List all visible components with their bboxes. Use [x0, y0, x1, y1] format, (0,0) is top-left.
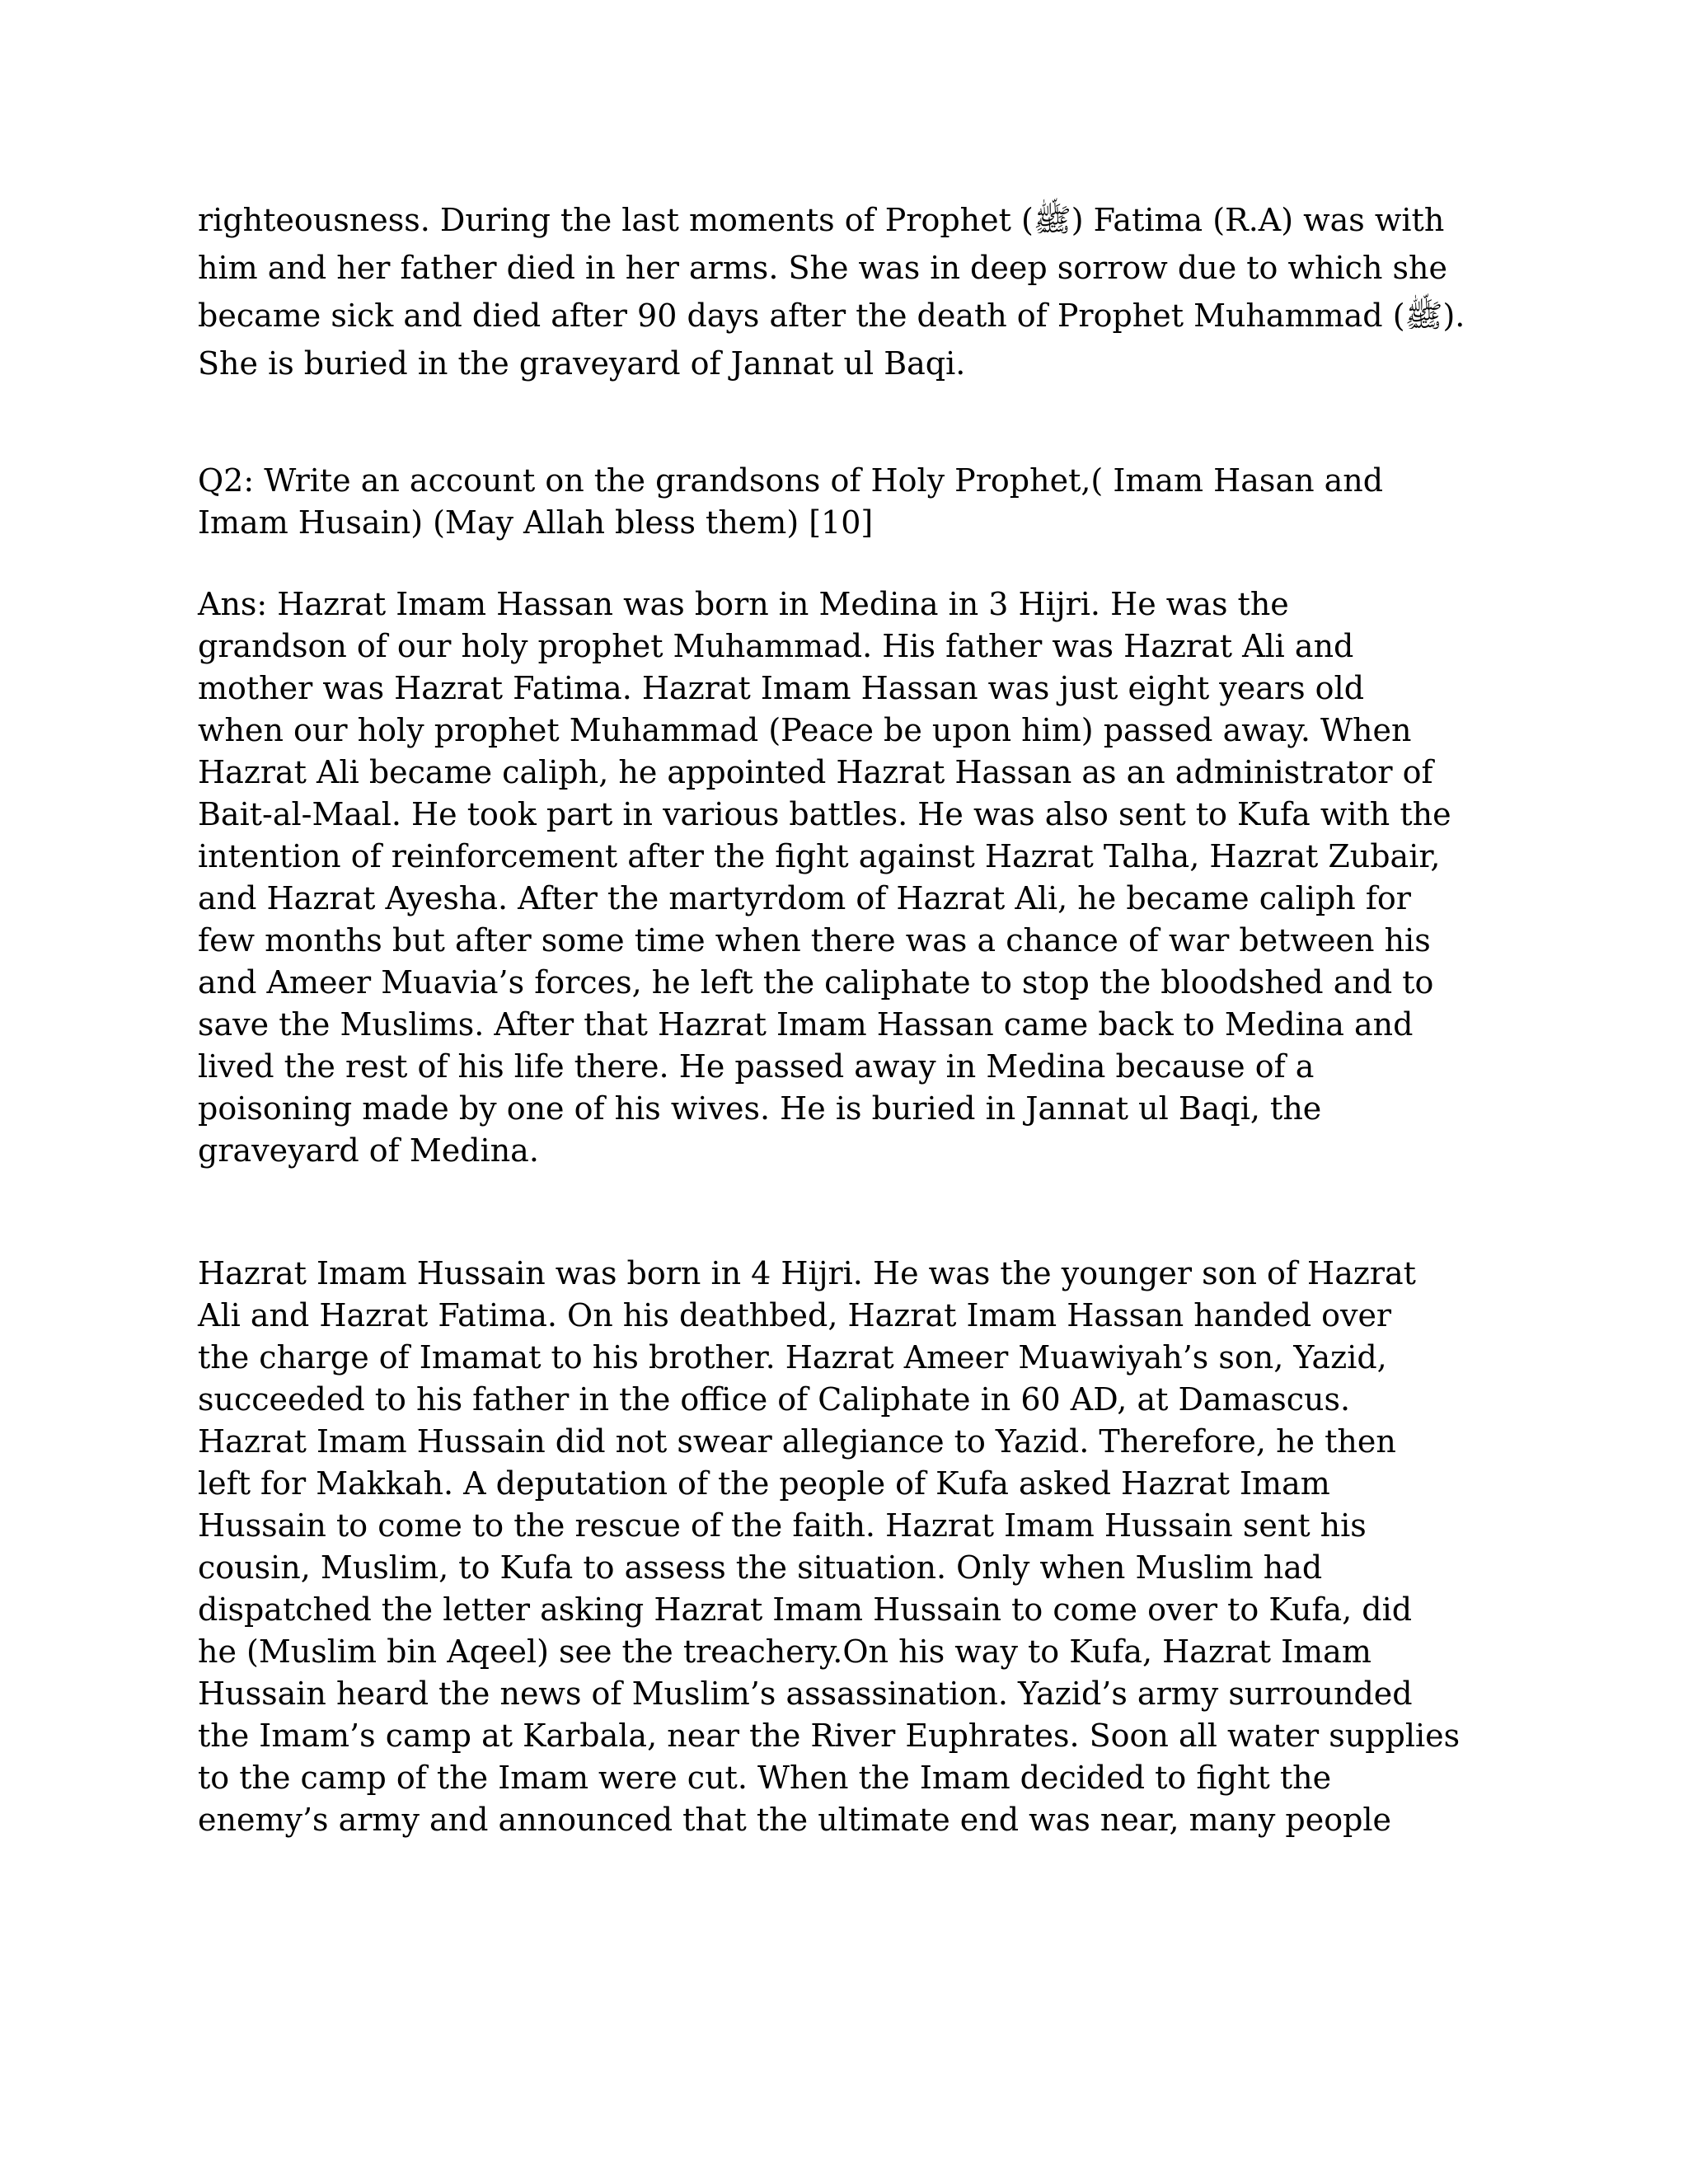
text-line: few months but after some time when there was a chance of war between his	[198, 922, 1431, 958]
text-line: Hussain heard the news of Muslim’s assassination. Yazid’s army surrounded	[198, 1675, 1413, 1712]
text-line: to the camp of the Imam were cut. When the Imam decided to fight the	[198, 1760, 1332, 1796]
text-line: graveyard of Medina.	[198, 1132, 539, 1169]
text-line: and Ameer Muavia’s forces, he left the caliphate to stop the bloodshed and to	[198, 964, 1434, 1001]
text-line: poisoning made by one of his wives. He is buried in Jannat ul Baqi, the	[198, 1090, 1322, 1127]
text-line: grandson of our holy prophet Muhammad. His father was Hazrat Ali and	[198, 628, 1354, 664]
text-line: and Hazrat Ayesha. After the martyrdom of Hazrat Ali, he became caliph for	[198, 880, 1411, 916]
text-line: lived the rest of his life there. He passed away in Medina because of a	[198, 1048, 1315, 1085]
text-line: save the Muslims. After that Hazrat Imam Hassan came back to Medina and	[198, 1006, 1414, 1043]
paragraph-imam-hussain	[198, 1253, 1500, 1841]
text-line: Hazrat Ali became caliph, he appointed Hazrat Hassan as an administrator of	[198, 754, 1433, 790]
text-line: righteousness. During the last moments of Prophet (ﷺ) Fatima (R.A) was with	[198, 202, 1445, 238]
text-line: Hussain to come to the rescue of the faith. Hazrat Imam Hussain sent his	[198, 1507, 1367, 1544]
text-line: Ans: Hazrat Imam Hassan was born in Medina in 3 Hijri. He was the	[198, 586, 1289, 622]
text-line: Q2: Write an account on the grandsons of Holy Prophet,( Imam Hasan and	[198, 462, 1384, 499]
text-line: left for Makkah. A deputation of the people of Kufa asked Hazrat Imam	[198, 1465, 1330, 1502]
text-line: Hazrat Imam Hussain did not swear allegiance to Yazid. Therefore, he then	[198, 1423, 1396, 1460]
text-line: cousin, Muslim, to Kufa to assess the situation. Only when Muslim had	[198, 1549, 1323, 1586]
text-line: when our holy prophet Muhammad (Peace be upon him) passed away. When	[198, 712, 1412, 748]
text-line: he (Muslim bin Aqeel) see the treachery.On his way to Kufa, Hazrat Imam	[198, 1633, 1372, 1670]
text-line: the Imam’s camp at Karbala, near the River Euphrates. Soon all water supplies	[198, 1718, 1461, 1754]
text-line: enemy’s army and announced that the ultimate end was near, many people	[198, 1802, 1392, 1838]
text-line: mother was Hazrat Fatima. Hazrat Imam Hassan was just eight years old	[198, 670, 1365, 706]
text-line: She is buried in the graveyard of Jannat ul Baqi.	[198, 345, 966, 382]
text-line: dispatched the letter asking Hazrat Imam Hussain to come over to Kufa, did	[198, 1591, 1413, 1628]
text-line: Ali and Hazrat Fatima. On his deathbed, Hazrat Imam Hassan handed over	[198, 1297, 1392, 1333]
text-line: Hazrat Imam Hussain was born in 4 Hijri. He was the younger son of Hazrat	[198, 1255, 1416, 1291]
text-line: intention of reinforcement after the fight against Hazrat Talha, Hazrat Zubair,	[198, 838, 1441, 874]
text-line: Imam Husain) (May Allah bless them) [10]	[198, 504, 874, 541]
paragraph-fatima-death	[198, 196, 1500, 387]
text-line: Bait-al-Maal. He took part in various battles. He was also sent to Kufa with the	[198, 796, 1451, 832]
text-line: succeeded to his father in the office of Caliphate in 60 AD, at Damascus.	[198, 1381, 1351, 1418]
answer-imam-hassan	[198, 583, 1500, 1172]
text-line: became sick and died after 90 days after the death of Prophet Muhammad (ﷺ).	[198, 298, 1465, 334]
question-heading	[198, 460, 1500, 544]
text-line: him and her father died in her arms. She was in deep sorrow due to which she	[198, 250, 1447, 286]
text-line: the charge of Imamat to his brother. Hazrat Ameer Muawiyah’s son, Yazid,	[198, 1339, 1387, 1376]
